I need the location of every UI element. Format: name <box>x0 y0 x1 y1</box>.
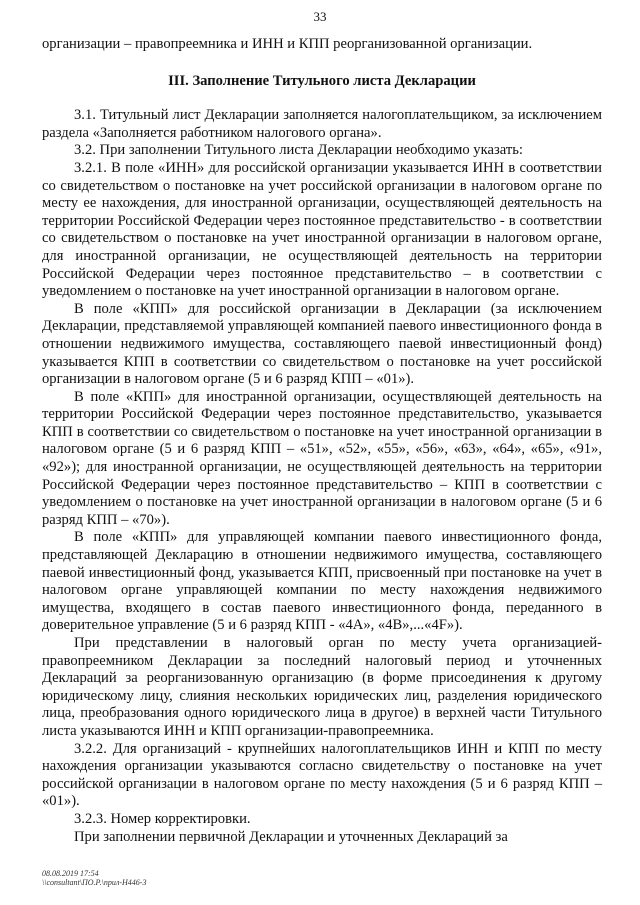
paragraph-kpp-russian: В поле «КПП» для российской организации в Декларации (за исключением Декларации, представляемой управляющей компанией паевого инвестиционного фонда в отношении недвижимого имущества, составляющего паевой инвестиционный фонд) указывается КПП в соответствии со свидетельством о постановке на учет российской организации в налоговом органе (5 и 6 разряд КПП – «01»). <box>42 300 602 388</box>
paragraph-primary-declaration: При заполнении первичной Декларации и уточненных Деклараций за <box>74 828 508 845</box>
paragraph-3-1: 3.1. Титульный лист Декларации заполняется налогоплательщиком, за исключением раздела «Заполняется работником налогового органа». <box>42 107 602 141</box>
paragraph-kpp-foreign: В поле «КПП» для иностранной организации, осуществляющей деятельность на территории Российской Федерации через постоянное представительство, указывается КПП в соответствии со свидетельством о постановке на учет иностранной организации в налоговом органе (5 и 6 разряд КПП – «51», «52», «55», «56», «63», «64», «65», «91», «92»); для иностранной организации, не осуществляющей деятельность на территории Российской Федерации через постоянное представительство – КПП в соответствии с уведомлением о постановке на учет иностранной организации в налоговом органе (5 и 6 разряд КПП – «70»). <box>42 388 602 528</box>
paragraph-3-2: 3.2. При заполнении Титульного листа Декларации необходимо указать: <box>74 142 523 159</box>
paragraph-3-2-2: 3.2.2. Для организаций - крупнейших налогоплательщиков ИНН и КПП по месту нахождения организации указываются согласно свидетельству о постановке на учет российской организации в налоговом органе по месту нахождения (5 и 6 разряд КПП – «01»). <box>42 740 602 810</box>
section-title: III. Заполнение Титульного листа Декларации <box>168 72 476 89</box>
paragraph-3-2-1: 3.2.1. В поле «ИНН» для российской организации указывается ИНН в соответствии со свидетельством о постановке на учет российской организации в налоговом органе по месту ее нахождения, для иностранной организации, осуществляющей деятельность на территории Российской Федерации через постоянное представительство - в соответствии со свидетельством о постановке на учет иностранной организации в налоговом органе, для иностранной организации, не осуществляющей деятельность на территории Российской Федерации через постоянное представительство – в соответствии с уведомлением о постановке на учет иностранной организации в налоговом органе. <box>42 159 602 300</box>
page-number: 33 <box>313 9 327 24</box>
paragraph-continuation: организации – правопреемника и ИНН и КПП реорганизованной организации. <box>42 36 533 52</box>
paragraph-successor: При представлении в налоговый орган по месту учета организацией-правопреемником Декларации за последний налоговый период и уточненных Деклараций за реорганизованную организацию (в форме присоединения к другому юридическому лицу, слияния нескольких юридических лиц, разделения юридического лица, преобразования одного юридического лица в другое) в верхней части Титульного листа указываются ИНН и КПП организации-правопреемника. <box>42 635 602 739</box>
paragraph-kpp-fund: В поле «КПП» для управляющей компании паевого инвестиционного фонда, представляющей Декларацию в отношении недвижимого имущества, составляющего паевой инвестиционный фонд, указывается КПП, присвоенный при постановке на учет в налоговом органе управляющей компании по месту нахождения недвижимого имущества, входящего в состав паевого инвестиционного фонда, переданного в доверительное управление (5 и 6 разряд КПП - «4А», «4В»,...«4F»). <box>42 529 602 634</box>
footer-path: \\consultant\ПО.Р.\прил-Н446-3 <box>42 878 147 887</box>
footer-date: 08.08.2019 17:54 <box>42 869 99 878</box>
document-body <box>42 36 602 846</box>
page-footer <box>42 869 146 887</box>
paragraph-3-2-3: 3.2.3. Номер корректировки. <box>74 810 251 827</box>
